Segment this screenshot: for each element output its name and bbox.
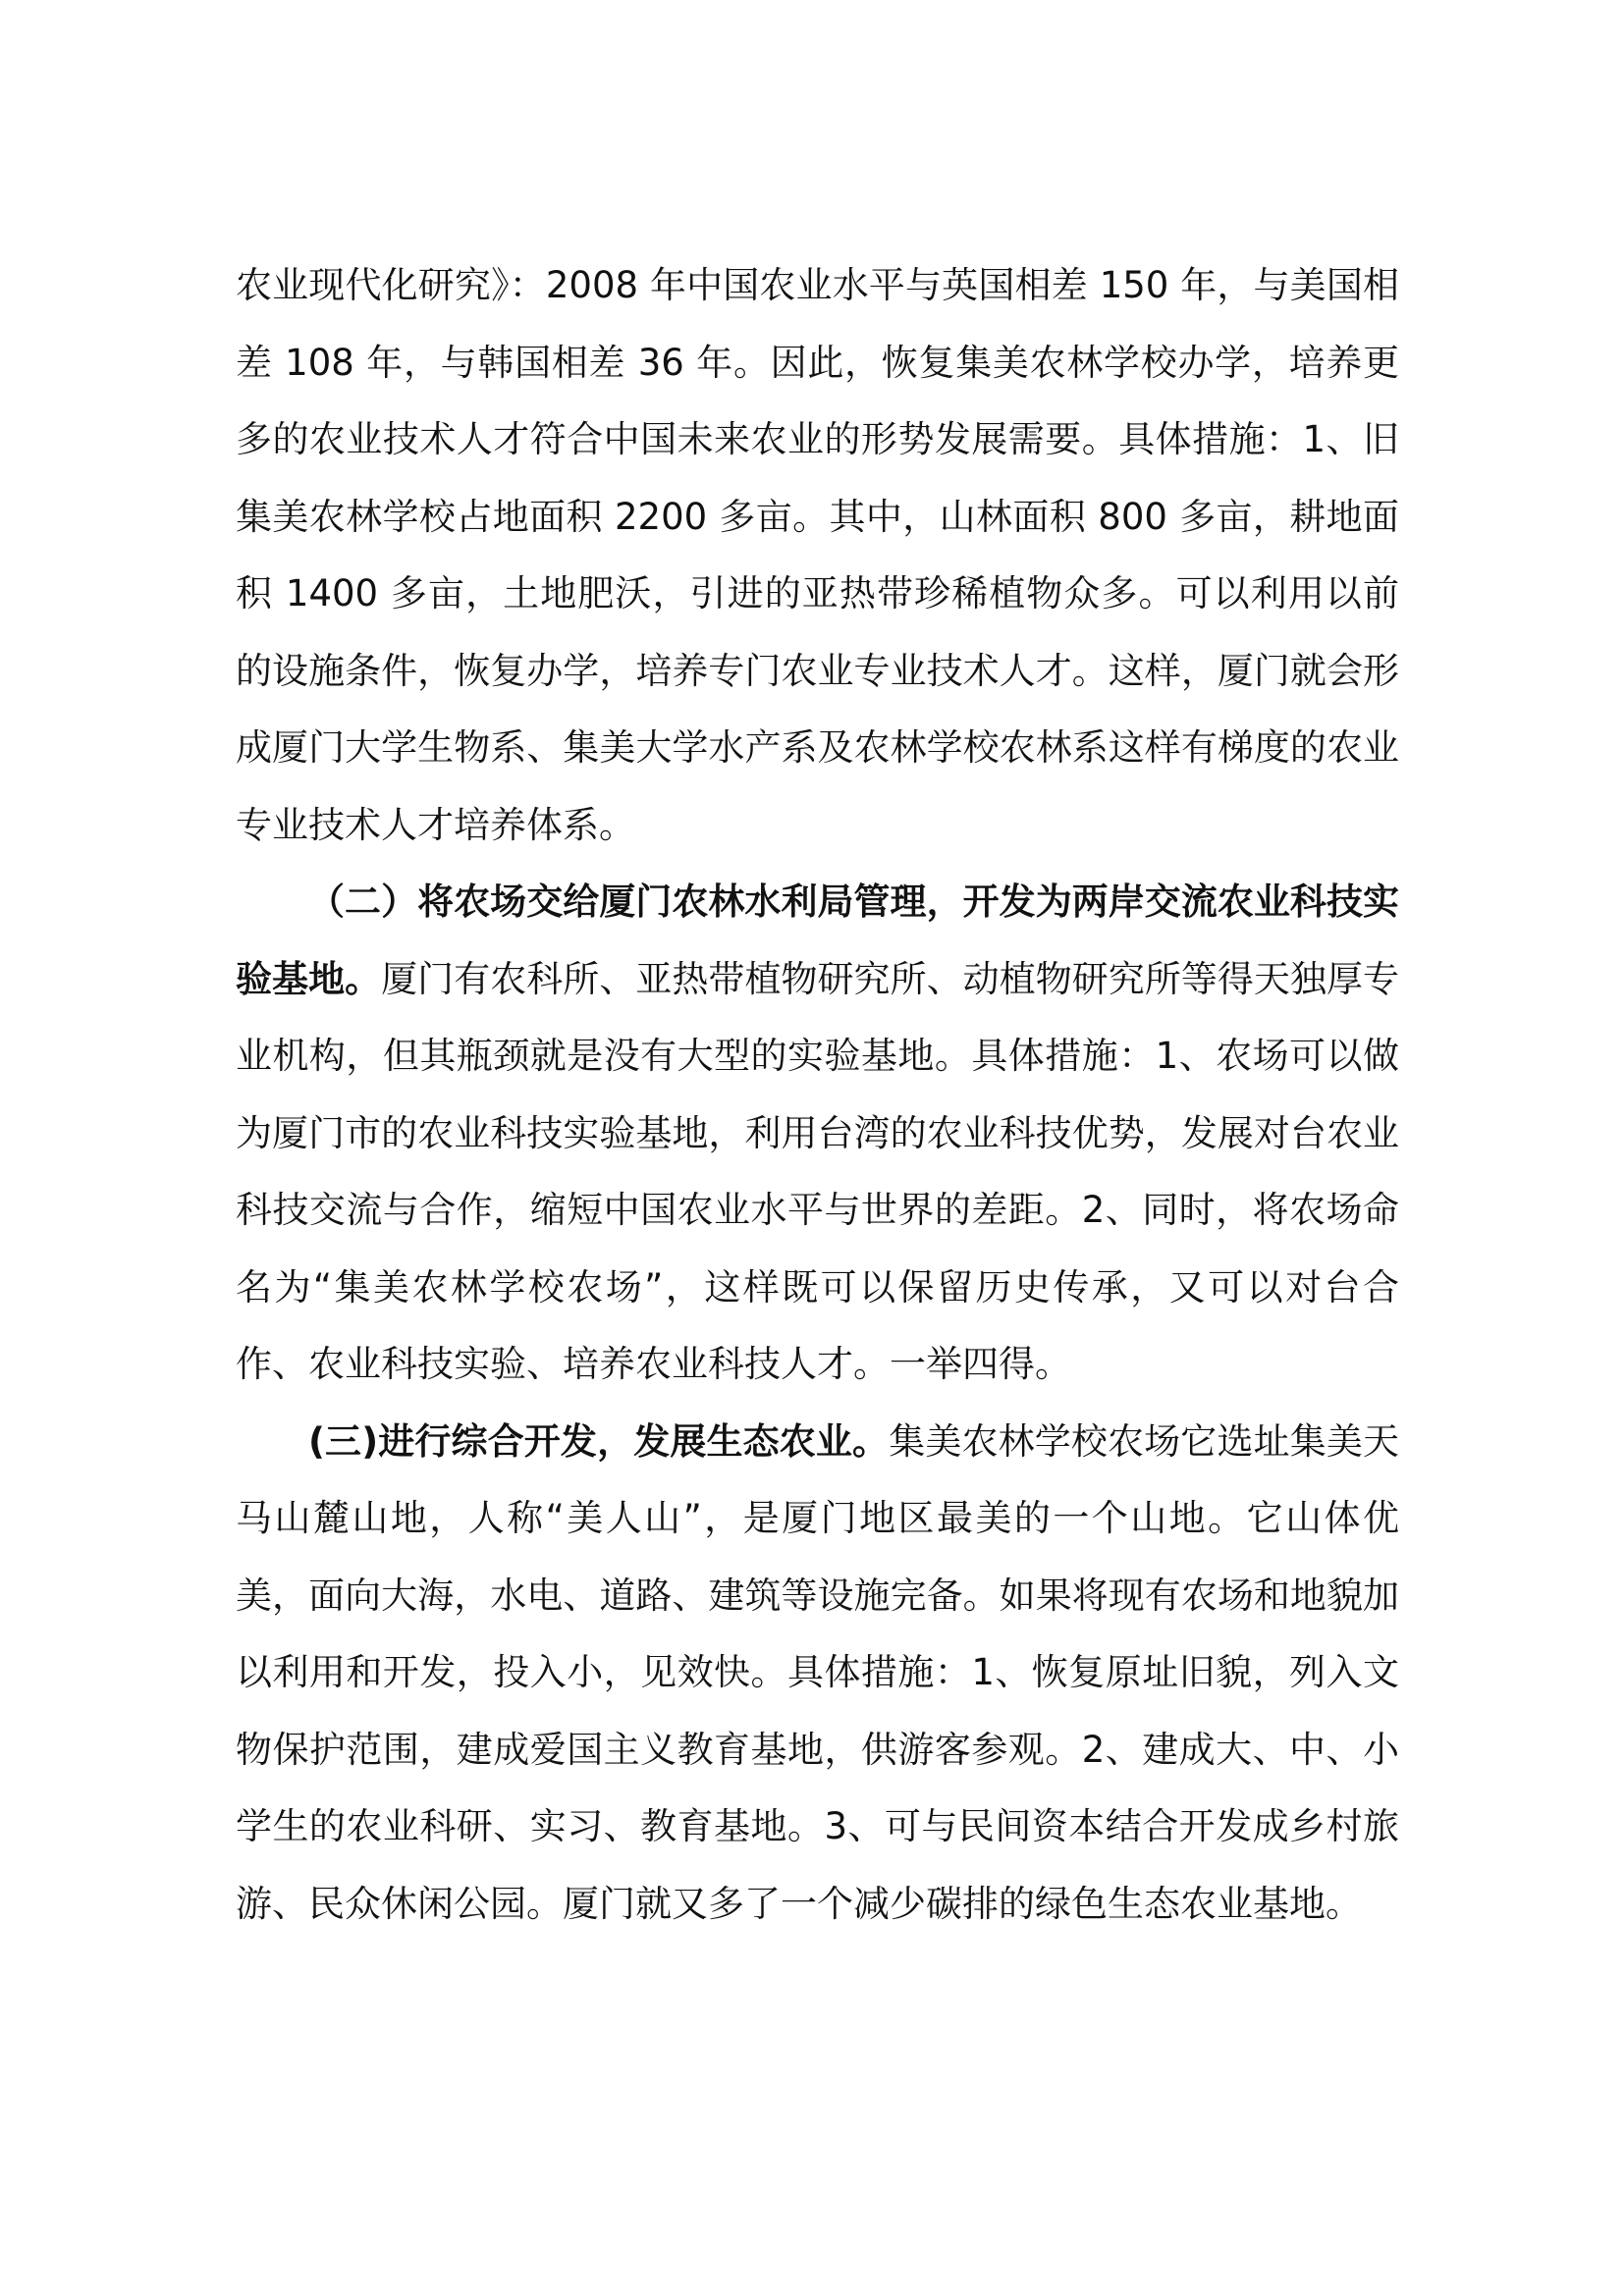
section-two-heading: （二）将农场交给厦门农林水利局管理，开发为两岸交流农业科技实验基地。 bbox=[236, 881, 1399, 1000]
paragraph-section-two bbox=[236, 864, 1399, 1404]
section-two-text: 厦门有农科所、亚热带植物研究所、动植物研究所等得天独厚专业机构，但其瓶颈就是没有大型的实验基地。具体措施：1、农场可以做为厦门市的农业科技实验基地，利用台湾的农业科技优势，发展对台农业科技交流与合作，缩短中国农业水平与世界的差距。2、同时，将农场命名为“集美农林学校农场”，这样既可以保留历史传承，又可以对台合作、农业科技实验、培养农业科技人才。一举四得。 bbox=[236, 957, 1400, 1385]
document-body bbox=[236, 247, 1399, 1943]
section-three-text: 集美农林学校农场它选址集美天马山麓山地，人称“美人山”，是厦门地区最美的一个山地。它山体优美，面向大海，水电、道路、建筑等设施完备。如果将现有农场和地貌加以利用和开发，投入小，见效快。具体措施：1、恢复原址旧貌，列入文物保护范围，建成爱国主义教育基地，供游客参观。2、建成大、中、小学生的农业科研、实习、教育基地。3、可与民间资本结合开发成乡村旅游、民众休闲公园。厦门就又多了一个减少碳排的绿色生态农业基地。 bbox=[236, 1419, 1399, 1925]
section-three-heading: (三)进行综合开发，发展生态农业。 bbox=[308, 1419, 890, 1463]
paragraph-text: 农业现代化研究》：2008 年中国农业水平与英国相差 150 年，与美国相差 108 年，与韩国相差 36 年。因此，恢复集美农林学校办学，培养更多的农业技术人才符合中国未来农业的形势发展需要。具体措施：1、旧集美农林学校占地面积 2200 多亩。其中，山林面积 800 多亩，耕地面积 1400 多亩，土地肥沃，引进的亚热带珍稀植物众多。可以利用以前的设施条件，恢复办学，培养专门农业专业技术人才。这样，厦门就会形成厦门大学生物系、集美大学水产系及农林学校农林系这样有梯度的农业专业技术人才培养体系。 bbox=[236, 264, 1399, 846]
paragraph-continuation bbox=[236, 247, 1399, 864]
paragraph-section-three bbox=[236, 1404, 1399, 1944]
